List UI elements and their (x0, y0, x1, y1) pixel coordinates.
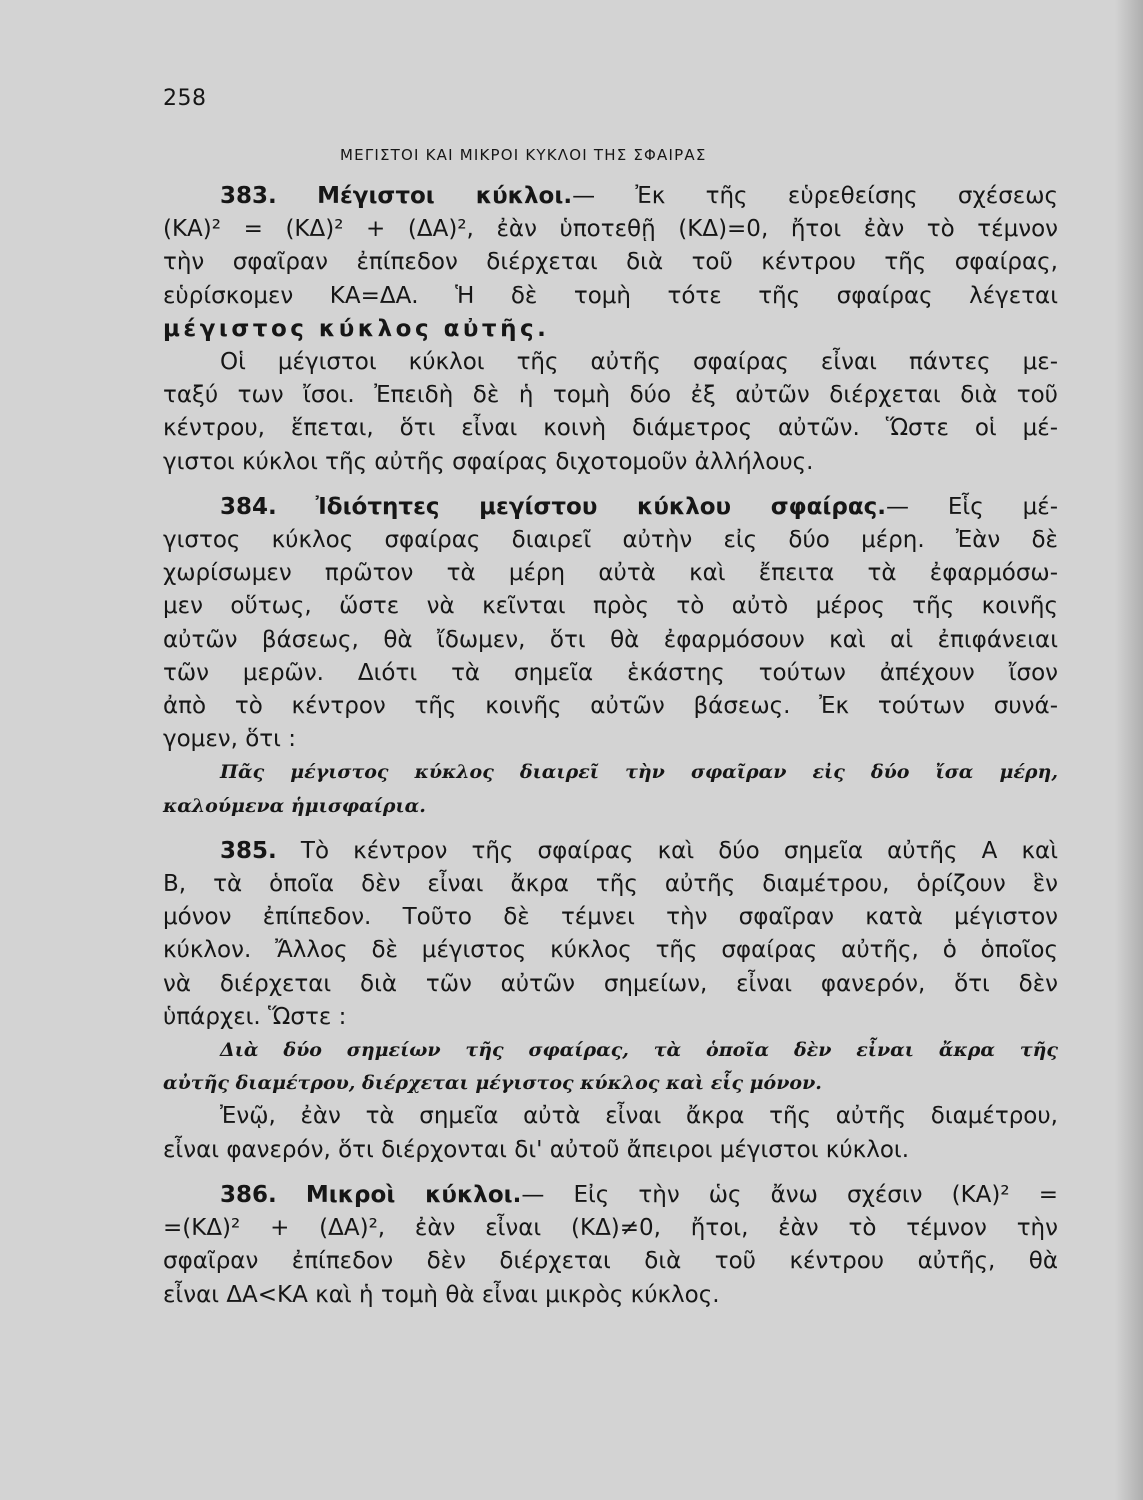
section-heading: Μέγιστοι κύκλοι. (317, 183, 573, 209)
section-number: 384. (220, 493, 277, 520)
section-number: 385. (220, 837, 277, 864)
text-line: εἶναι ΔΑ<ΚΑ καὶ ἡ τομὴ θὰ εἶναι μικρὸς κύκλος. (163, 1281, 720, 1308)
text-line: Οἱ μέγιστοι κύκλοι τῆς αὐτῆς σφαίρας εἶναι πάντες με- (220, 349, 1058, 376)
text-line: μεν οὕτως, ὥστε νὰ κεῖνται πρὸς τὸ αὐτὸ μέρος τῆς κοινῆς (163, 593, 1058, 620)
text-run: — Εἷς μέ- (886, 493, 1058, 520)
section-386-line (163, 1179, 1058, 1212)
text-line: ὑπάρχει. Ὥστε : (163, 1003, 347, 1030)
emphasized-term: μέγιστος κύκλος αὐτῆς. (163, 315, 550, 342)
text-line: κύκλον. Ἄλλος δὲ μέγιστος κύκλος τῆς σφαίρας αὐτῆς, ὁ ὁποῖος (163, 937, 1058, 964)
text-line: κέντρου, ἕπεται, ὅτι εἶναι κοινὴ διάμετρος αὐτῶν. Ὥστε οἱ μέ- (163, 415, 1058, 442)
text-line: Ἐνῷ, ἐὰν τὰ σημεῖα αὐτὰ εἶναι ἄκρα τῆς αὐτῆς διαμέτρου, (220, 1103, 1058, 1130)
text-run: — Ἐκ τῆς εὑρεθείσης σχέσεως (572, 183, 1058, 209)
page-edge-shadow (1115, 0, 1143, 1500)
section-385-line (163, 835, 1058, 868)
section-384-line (163, 491, 1058, 524)
text-line: νὰ διέρχεται διὰ τῶν αὐτῶν σημείων, εἶναι φανερόν, ὅτι δὲν (163, 970, 1058, 997)
section-386 (163, 1179, 1058, 1312)
text-line: τὴν σφαῖραν ἐπίπεδον διέρχεται διὰ τοῦ κέντρου τῆς σφαίρας, (163, 249, 1058, 276)
text-line: εὑρίσκομεν ΚΑ=ΔΑ. Ἡ δὲ τομὴ τότε τῆς σφαίρας λέγεται (163, 282, 1058, 309)
text-line: γιστος κύκλος σφαίρας διαιρεῖ αὐτὴν εἰς δύο μέρη. Ἐὰν δὲ (163, 527, 1058, 554)
theorem-line: Διὰ δύο σημείων τῆς σφαίρας, τὰ ὁποῖα δὲν εἶναι ἄκρα τῆς (220, 1039, 1058, 1062)
text-line: ταξύ των ἴσοι. Ἐπειδὴ δὲ ἡ τομὴ δύο ἐξ αὐτῶν διέρχεται διὰ τοῦ (163, 382, 1058, 409)
text-run: — Εἰς τὴν ὡς ἄνω σχέσιν (ΚΑ)² = (521, 1181, 1058, 1208)
section-383-line (163, 180, 1058, 213)
text-line: =(ΚΔ)² + (ΔΑ)², ἐὰν εἶναι (ΚΔ)≠0, ἤτοι, ἐὰν τὸ τέμνον τὴν (163, 1215, 1058, 1242)
section-heading: Μικροὶ κύκλοι. (305, 1181, 522, 1208)
text-line: εἶναι φανερόν, ὅτι διέρχονται δι' αὐτοῦ ἄπειροι μέγιστοι κύκλοι. (163, 1136, 910, 1163)
body-text (163, 180, 1058, 1312)
text-line: γιστοι κύκλοι τῆς αὐτῆς σφαίρας διχοτομοῦν ἀλλήλους. (163, 448, 814, 475)
section-385 (163, 835, 1058, 1167)
section-number: 383. (220, 183, 277, 209)
text-run: Τὸ κέντρον τῆς σφαίρας καὶ δύο σημεῖα αὐτῆς Α καὶ (300, 837, 1058, 864)
text-line: ἀπὸ τὸ κέντρον τῆς κοινῆς αὐτῶν βάσεως. Ἐκ τούτων συνά- (163, 693, 1058, 720)
text-line: γομεν, ὅτι : (163, 726, 296, 753)
running-head: ΜΕΓΙΣΤΟΙ ΚΑΙ ΜΙΚΡΟΙ ΚΥΚΛΟΙ ΤΗΣ ΣΦΑΙΡΑΣ (340, 146, 707, 164)
text-line: μόνον ἐπίπεδον. Τοῦτο δὲ τέμνει τὴν σφαῖραν κατὰ μέγιστον (163, 904, 1058, 931)
section-383 (163, 180, 1058, 479)
text-line: Β, τὰ ὁποῖα δὲν εἶναι ἄκρα τῆς αὐτῆς διαμέτρου, ὁρίζουν ἓν (163, 871, 1058, 898)
theorem-line: αὐτῆς διαμέτρου, διέρχεται μέγιστος κύκλος καὶ εἷς μόνον. (163, 1072, 822, 1095)
theorem-line: καλούμενα ἡμισφαίρια. (163, 794, 426, 817)
theorem-line: Πᾶς μέγιστος κύκλος διαιρεῖ τὴν σφαῖραν εἰς δύο ἴσα μέρη, (220, 761, 1058, 784)
text-line: (ΚΑ)² = (ΚΔ)² + (ΔΑ)², ἐὰν ὑποτεθῇ (ΚΔ)=0, ἤτοι ἐὰν τὸ τέμνον (163, 216, 1058, 243)
text-line: σφαῖραν ἐπίπεδον δὲν διέρχεται διὰ τοῦ κέντρου αὐτῆς, θὰ (163, 1248, 1058, 1275)
page-number: 258 (163, 86, 207, 111)
text-line: χωρίσωμεν πρῶτον τὰ μέρη αὐτὰ καὶ ἔπειτα τὰ ἐφαρμόσω- (163, 560, 1058, 587)
section-heading: Ἰδιότητες μεγίστου κύκλου σφαίρας. (315, 493, 886, 520)
section-number: 386. (220, 1181, 277, 1208)
text-line: αὐτῶν βάσεως, θὰ ἴδωμεν, ὅτι θὰ ἐφαρμόσουν καὶ αἱ ἐπιφάνειαι (163, 626, 1058, 653)
section-384 (163, 491, 1058, 823)
text-line: τῶν μερῶν. Διότι τὰ σημεῖα ἑκάστης τούτων ἀπέχουν ἴσον (163, 659, 1058, 686)
